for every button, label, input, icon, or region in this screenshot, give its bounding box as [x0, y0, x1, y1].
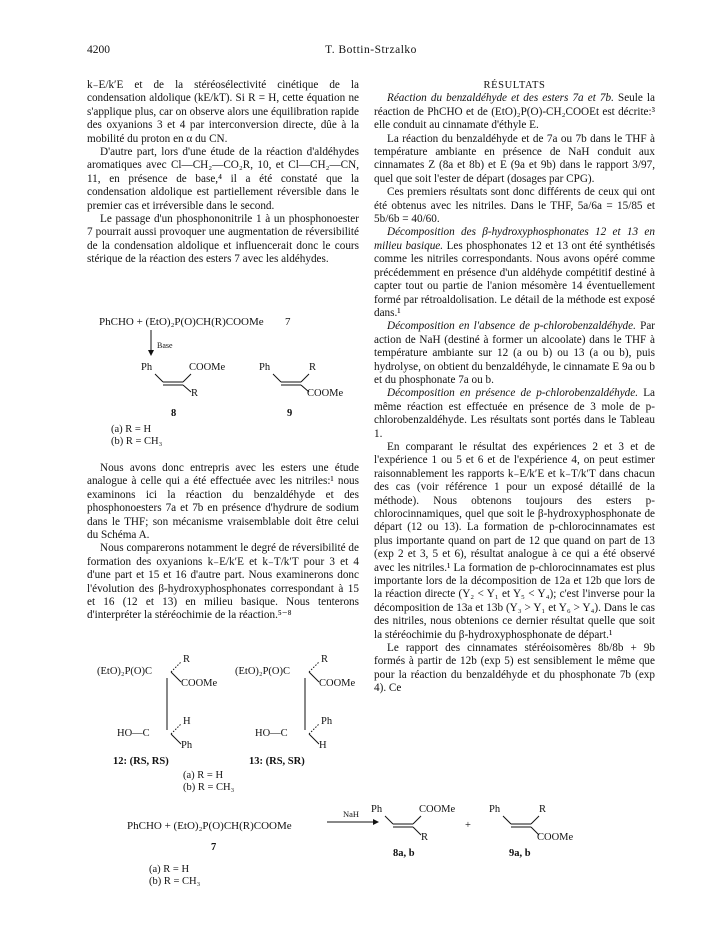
variant-a: (a) R = H — [183, 770, 224, 781]
scheme3-reagent: NaH — [343, 809, 360, 819]
variant-a: (a) R = H — [149, 864, 190, 875]
compound-label-9: 9 — [287, 408, 293, 419]
scheme3-ph: Ph — [371, 804, 383, 815]
scheme3-ph: Ph — [489, 804, 501, 815]
scheme-r: R — [309, 362, 317, 373]
scheme-coome: COOMe — [307, 388, 344, 399]
scheme2-h: H — [183, 716, 191, 727]
compound-label-9ab: 9a, b — [509, 848, 531, 859]
paragraph: Les phosphonates 12 et 13 ont été synthétisés comme les nitriles correspondants. Nous avons opéré comme précédemment en présence d'un aldéhyde compétitif destiné à capter tout ou partie de l'anion mésomère 14 éventuellement formé par rétroaldolisation. Le détail de la méthode est exposé dans.¹ — [374, 239, 655, 319]
scheme-r: R — [191, 388, 199, 399]
scheme-ph: Ph — [141, 362, 153, 373]
paragraph: D'autre part, lors d'une étude de la réaction d'aldéhydes aromatiques avec Cl—CH₂—CO₂R, 10, et Cl—CH₂—CN, 11, en présence de base,⁴ il a été constaté que la condensation aldolique est partiellement réversible dans le premier cas et irréversible dans le second. — [87, 146, 359, 212]
variant-b: (b) R = CH₃ — [149, 876, 201, 887]
paragraph: k₋E/k′E et de la stéréosélectivité cinétique de la condensation aldolique (kE/kT). Si R = H, cette équation ne s'applique plus, car on observe alors une équilibration rapide des oxyanions 3 et 4 par interconversion directe, dûe à la mobilité du proton en α du CN. — [87, 79, 359, 145]
scheme3-coome: COOMe — [537, 832, 574, 843]
scheme-reagent: Base — [157, 341, 173, 350]
scheme2-ho: HO—C — [255, 728, 288, 739]
section-heading: RÉSULTATS — [483, 80, 546, 91]
variant-b: (b) R = CH₃ — [111, 436, 163, 447]
scheme2-ph: Ph — [321, 716, 333, 727]
scheme2-r: R — [321, 654, 329, 665]
subsection-title: Réaction du benzaldéhyde et des esters 7a et 7b. — [387, 92, 614, 105]
scheme2-phos: (EtO)₂P(O)C — [97, 666, 152, 677]
subsection-title: Décomposition en présence de p-chlorobenzaldéhyde. — [387, 387, 639, 400]
scheme3-r: R — [539, 804, 547, 815]
paragraph: Seule la réaction de PhCHO et de (EtO)₂P(O)-CH₂COOEt est décrite:³ elle conduit au cinnamate d'éthyle E. — [374, 92, 656, 132]
scheme3-plus: + — [465, 820, 471, 831]
scheme2-ho: HO—C — [117, 728, 150, 739]
scheme-reactant-number: 7 — [285, 316, 291, 328]
right-column — [374, 79, 655, 696]
reaction-scheme-3 — [87, 804, 655, 908]
paragraph: Nous comparerons notamment le degré de réversibilité de formation des oxyanions k₋E/k′E et k₋T/k′T pour 3 et 4 d'une part et 15 et 16 d'autre part. Nous examinerons donc l'évolution des β-hydroxyphosphonates correspondant à 15 et 16 (12 et 13) en milieu basique. Nous tenterons d'interpréter la stéréochimie de la réaction.⁵⁻⁸ — [87, 542, 359, 622]
scheme-coome: COOMe — [189, 362, 226, 373]
running-author: T. Bottin-Strzalko — [325, 44, 417, 56]
running-header — [87, 44, 655, 62]
scheme3-coome: COOMe — [419, 804, 456, 815]
subsection-title: Décomposition en l'absence de p-chlorobenzaldéhyde. — [387, 320, 636, 333]
paragraph: En comparant le résultat des expériences 2 et 3 et de l'expérience 1 ou 5 et 6 et de l'expérience 4, on peut estimer raisonnablement les rapports k₋E/k′E et k₋T/k′T dans chacun des cas (voir référence 1 pour un exposé détaillé de la méthode). Nous obtenons toujours des esters p-chlorocinnamiques, quel que soit le β-hydroxyphosphonate de départ (12 ou 13). La formation de p-chlorocinnamates est plus importante quand on part de 12 que quand on part de 13 (exp 2 et 3, 5 et 6), résultat analogue à ce qui a été observé avec les nitriles.¹ La formation de p-chlorocinnamates est plus importante lors de la décomposition de 12a et 12b que lors de la réaction directe (Y₂ < Y₁ et Y₅ < Y₄); c'est l'inverse pour la décomposition de 13a et 13b (Y₃ > Y₁ et Y₆ > Y₄). Dans le cas des nitriles, nous obtenions ce dernier résultat quelle que soit la stéréochimie du β-hydroxyphosphonate de départ.¹ — [374, 440, 655, 641]
left-column-lower — [87, 462, 359, 623]
scheme2-h: H — [319, 740, 327, 751]
scheme2-coome: COOMe — [319, 678, 356, 689]
compound-label-13: 13: (RS, SR) — [249, 756, 305, 767]
subsection-title: Décomposition des β-hydroxyphosphonates 12 et 13 en milieu basique. — [374, 226, 655, 252]
paragraph: Ces premiers résultats sont donc différents de ceux qui ont été obtenus avec les nitriles. Dans le THF, 5a/6a = 15/85 et 5b/6b = 40/60. — [374, 186, 655, 226]
scheme3-r: R — [421, 832, 429, 843]
scheme2-phos: (EtO)₂P(O)C — [235, 666, 290, 677]
scheme3-reactants: PhCHO + (EtO)₂P(O)CH(R)COOMe — [127, 820, 292, 832]
paragraph: La même réaction est effectuée en présence de 3 mole de p-chlorobenzaldéhyde. Les résultats sont portés dans le Tableau 1. — [374, 387, 655, 440]
scheme2-ph: Ph — [181, 740, 193, 751]
paragraph: Le passage d'un phosphononitrile 1 à un phosphonoester 7 pourrait aussi provoquer une augmentation de réversibilité de la condensation aldolique et influencerait donc le cours stérique de la réaction des esters 7 avec les aldéhydes. — [87, 213, 359, 266]
variant-b: (b) R = CH₃ — [183, 782, 235, 793]
scheme2-coome: COOMe — [181, 678, 218, 689]
variant-a: (a) R = H — [111, 424, 152, 435]
paragraph: Par action de NaH (destiné à former un alcoolate) dans le THF à température ambiante sur 12 (a ou b) ou 13 (a ou b), puis hydrolyse, on obtient du benzaldéhyde, le cinnamate E 9a ou b et du phosphonate 7a ou b. — [374, 320, 656, 386]
scheme3-bonds — [87, 808, 655, 908]
compound-label-8ab: 8a, b — [393, 848, 415, 859]
compound-label-8: 8 — [171, 408, 177, 419]
paragraph: Nous avons donc entrepris avec les esters une étude analogue à celle qui a été effectuée avec les nitriles:¹ nous examinons ici la réaction du benzaldéhyde et des phosphonoesters 7a et 7b en présence d'hydrure de sodium dans le THF; son mécanisme vraisemblable doit être celui du Schéma A. — [87, 462, 359, 542]
reaction-scheme-1 — [87, 316, 359, 456]
reaction-scheme-2 — [87, 650, 359, 800]
scheme-ph: Ph — [259, 362, 271, 373]
scheme3-reactant-number: 7 — [211, 842, 217, 853]
scheme2-r: R — [183, 654, 191, 665]
paragraph: Le rapport des cinnamates stéréoisomères 8b/8b + 9b formés à partir de 12b (exp 5) est sensiblement le même que pour la réaction du benzaldéhyde et du phosphonate 7b (exp 4). Ce — [374, 642, 655, 695]
left-column — [87, 79, 359, 267]
compound-label-12: 12: (RS, RS) — [113, 756, 169, 767]
paragraph: La réaction du benzaldéhyde et de 7a ou 7b dans le THF à température ambiante en présence de NaH conduit aux cinnamates Z (8a et 8b) et E (9a et 9b) dans le rapport 3/97, quel que soit l'ester de départ (dosages par CPG). — [374, 132, 655, 185]
page-number: 4200 — [87, 44, 110, 56]
scheme-reactants: PhCHO + (EtO)₂P(O)CH(R)COOMe — [99, 316, 264, 328]
